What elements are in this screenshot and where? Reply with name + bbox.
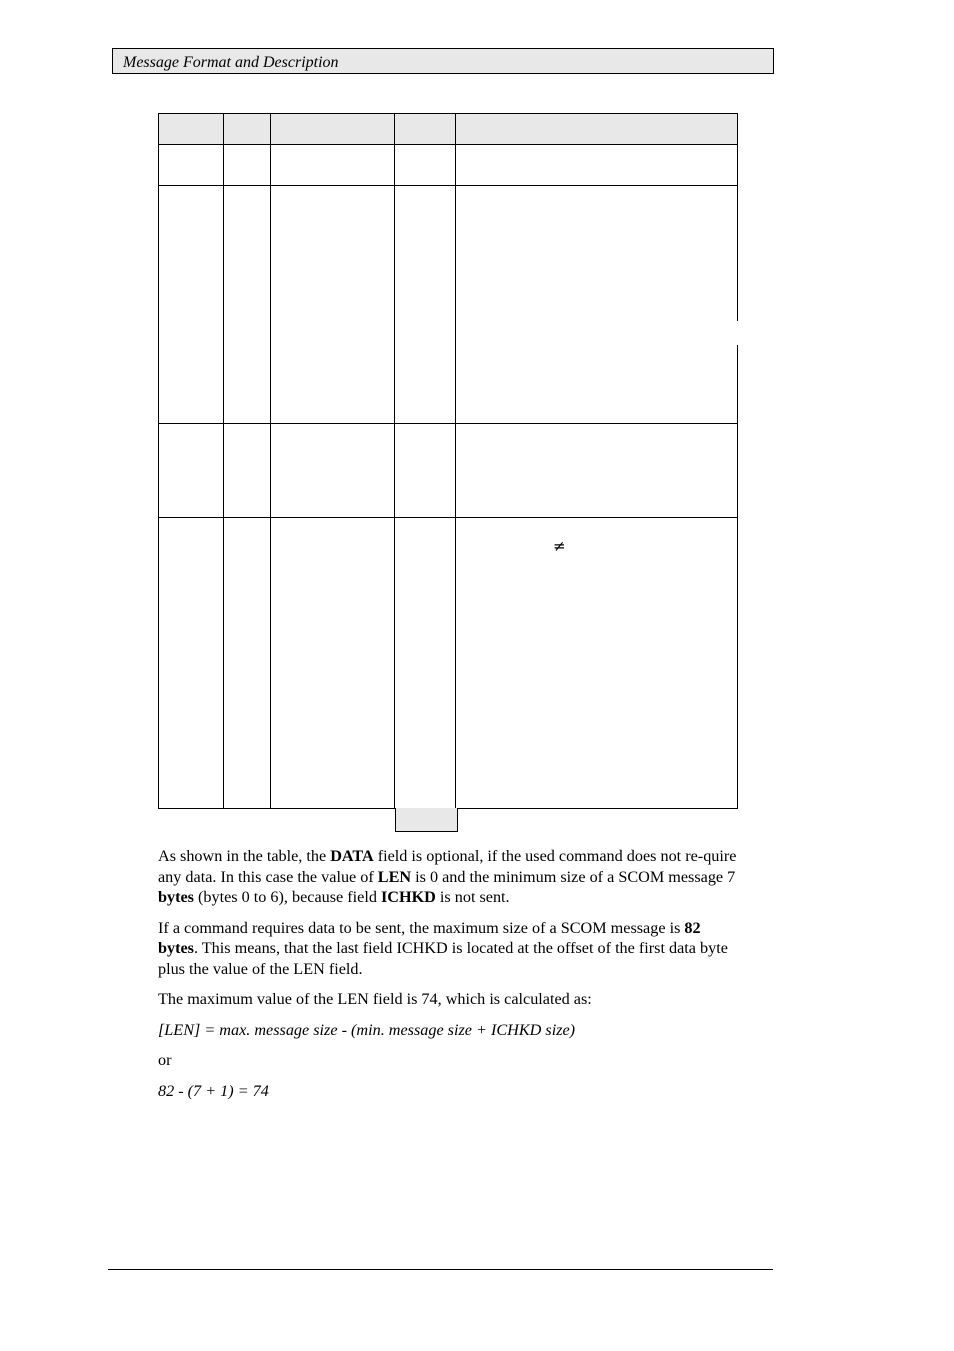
bold-term: DATA	[330, 847, 374, 865]
paragraph-len-max: The maximum value of the LEN field is 74, which is calculated as:	[158, 990, 592, 1008]
text-run: As shown in the table, the	[158, 847, 331, 865]
header-cell	[456, 114, 738, 145]
table-cell	[271, 424, 394, 518]
table-cell	[271, 145, 394, 186]
table-row	[159, 424, 738, 518]
paragraph-or: or	[158, 1051, 172, 1069]
header-cell	[271, 114, 394, 145]
footer-rule	[108, 1269, 773, 1270]
table-cell	[159, 186, 224, 424]
table-row	[159, 145, 738, 186]
table-footer-cell	[395, 808, 458, 832]
table-cell	[456, 518, 738, 809]
table-cell	[394, 145, 455, 186]
bold-term: ICHKD	[380, 888, 436, 906]
table-header-row	[159, 114, 738, 145]
table-cell	[224, 186, 271, 424]
border-gap	[737, 321, 741, 345]
header-cell	[224, 114, 271, 145]
table-row	[159, 186, 738, 424]
bold-term: bytes	[158, 888, 194, 906]
not-equal-symbol: ≠	[553, 537, 566, 555]
paragraph-max-size	[158, 918, 738, 980]
text-run: . This means, that the last field ICHKD is located at the offset of the first data byte plus the value of the LEN field.	[158, 939, 728, 978]
text-run: is 0 and the minimum size of a SCOM message 7	[411, 867, 736, 886]
formula-numeric: 82 - (7 + 1) = 74	[158, 1081, 269, 1100]
table-cell	[394, 518, 455, 809]
bold-term: LEN	[377, 867, 412, 886]
message-format-table	[158, 113, 738, 809]
table-cell	[271, 518, 394, 809]
header-cell	[159, 114, 224, 145]
table-cell	[224, 145, 271, 186]
text-run: (bytes 0 to 6), because field	[193, 888, 381, 906]
table-cell	[394, 424, 455, 518]
table-cell	[159, 518, 224, 809]
text-run: If a command requires data to be sent, the maximum size of a SCOM message is	[158, 918, 685, 937]
table-cell	[456, 186, 738, 424]
table-cell	[456, 145, 738, 186]
table-row	[159, 518, 738, 809]
text-run: is not sent.	[435, 888, 510, 906]
formula-len: [LEN] = max. message size - (min. message size + ICHKD size)	[158, 1020, 576, 1039]
table-cell	[456, 424, 738, 518]
table-cell	[159, 424, 224, 518]
header-cell	[394, 114, 455, 145]
table-cell	[394, 186, 455, 424]
bold-term: 82 bytes	[158, 918, 701, 957]
table-cell	[159, 145, 224, 186]
table-cell	[271, 186, 394, 424]
table-cell	[224, 518, 271, 809]
body-text	[158, 846, 738, 1111]
table-cell	[224, 424, 271, 518]
text-run: field is optional, if the used command does not re-quire any data. In this case the value of	[158, 847, 737, 886]
paragraph-data-optional	[158, 846, 738, 908]
running-header: Message Format and Description	[112, 48, 774, 74]
